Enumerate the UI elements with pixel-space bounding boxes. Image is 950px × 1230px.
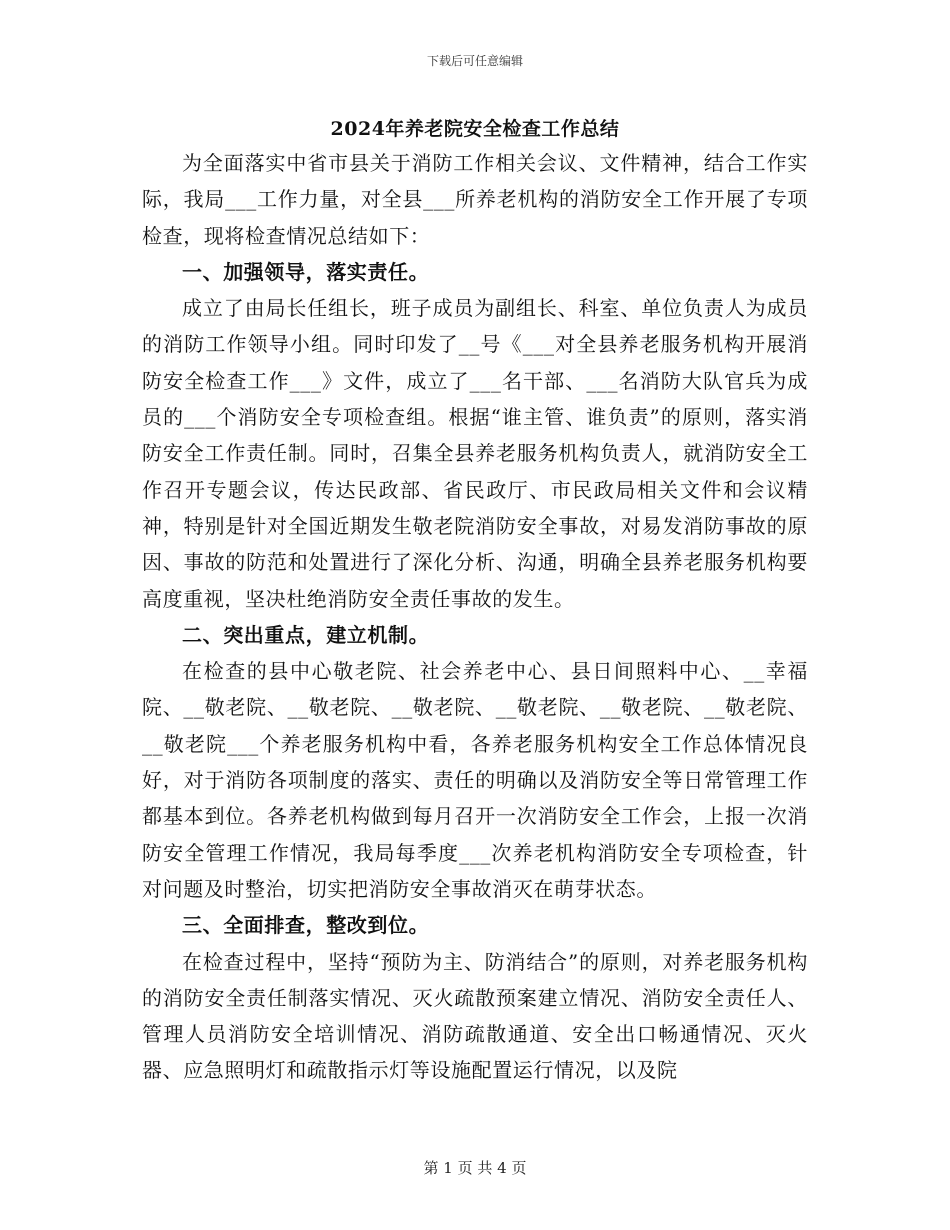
page-number: 第 1 页 共 4 页: [423, 1159, 527, 1177]
section-1-paragraph: 成立了由局长任组长，班子成员为副组长、科室、单位负责人为成员的消防工作领导小组。同时印发了__号《___对全县养老服务机构开展消防安全检查工作___》文件，成立了___名干部、___名消防大队官兵为成员的___个消防安全专项检查组。根据“谁主管、谁负责”的原则，落实消防安全工作责任制。同时，召集全县养老服务机构负责人，就消防安全工作召开专题会议，传达民政部、省民政厅、市民政局相关文件和会议精神，特别是针对全国近期发生敬老院消防安全事故，对易发消防事故的原因、事故的防范和处置进行了深化分析、沟通，明确全县养老服务机构要高度重视，坚决杜绝消防安全责任事故的发生。: [142, 296, 808, 611]
document-title: 2024年养老院安全检查工作总结: [330, 118, 620, 140]
section-heading-3: 三、全面排查，整改到位。: [182, 913, 430, 938]
download-note: 下载后可任意编辑: [426, 54, 523, 68]
document-body: [142, 145, 808, 1089]
section-heading-1: 一、加强领导，落实责任。: [182, 259, 430, 284]
section-3-paragraph: 在检查过程中，坚持“预防为主、防消结合”的原则，对养老服务机构的消防安全责任制落实情况、灭火疏散预案建立情况、消防安全责任人、管理人员消防安全培训情况、消防疏散通道、安全出口畅通情况、灭火器、应急照明灯和疏散指示灯等设施配置运行情况，以及院: [142, 949, 808, 1083]
section-2-paragraph: 在检查的县中心敬老院、社会养老中心、县日间照料中心、__幸福院、__敬老院、__敬老院、__敬老院、__敬老院、__敬老院、__敬老院、__敬老院___个养老服务机构中看，各养老服务机构安全工作总体情况良好，对于消防各项制度的落实、责任的明确以及消防安全等日常管理工作都基本到位。各养老机构做到每月召开一次消防安全工作会，上报一次消防安全管理工作情况，我局每季度___次养老机构消防安全专项检查，针对问题及时整治，切实把消防安全事故消灭在萌芽状态。: [142, 659, 808, 901]
intro-paragraph: 为全面落实中省市县关于消防工作相关会议、文件精神，结合工作实际，我局___工作力量，对全县___所养老机构的消防安全工作开展了专项检查，现将检查情况总结如下：: [142, 151, 808, 248]
section-heading-2: 二、突出重点，建立机制。: [182, 622, 430, 647]
